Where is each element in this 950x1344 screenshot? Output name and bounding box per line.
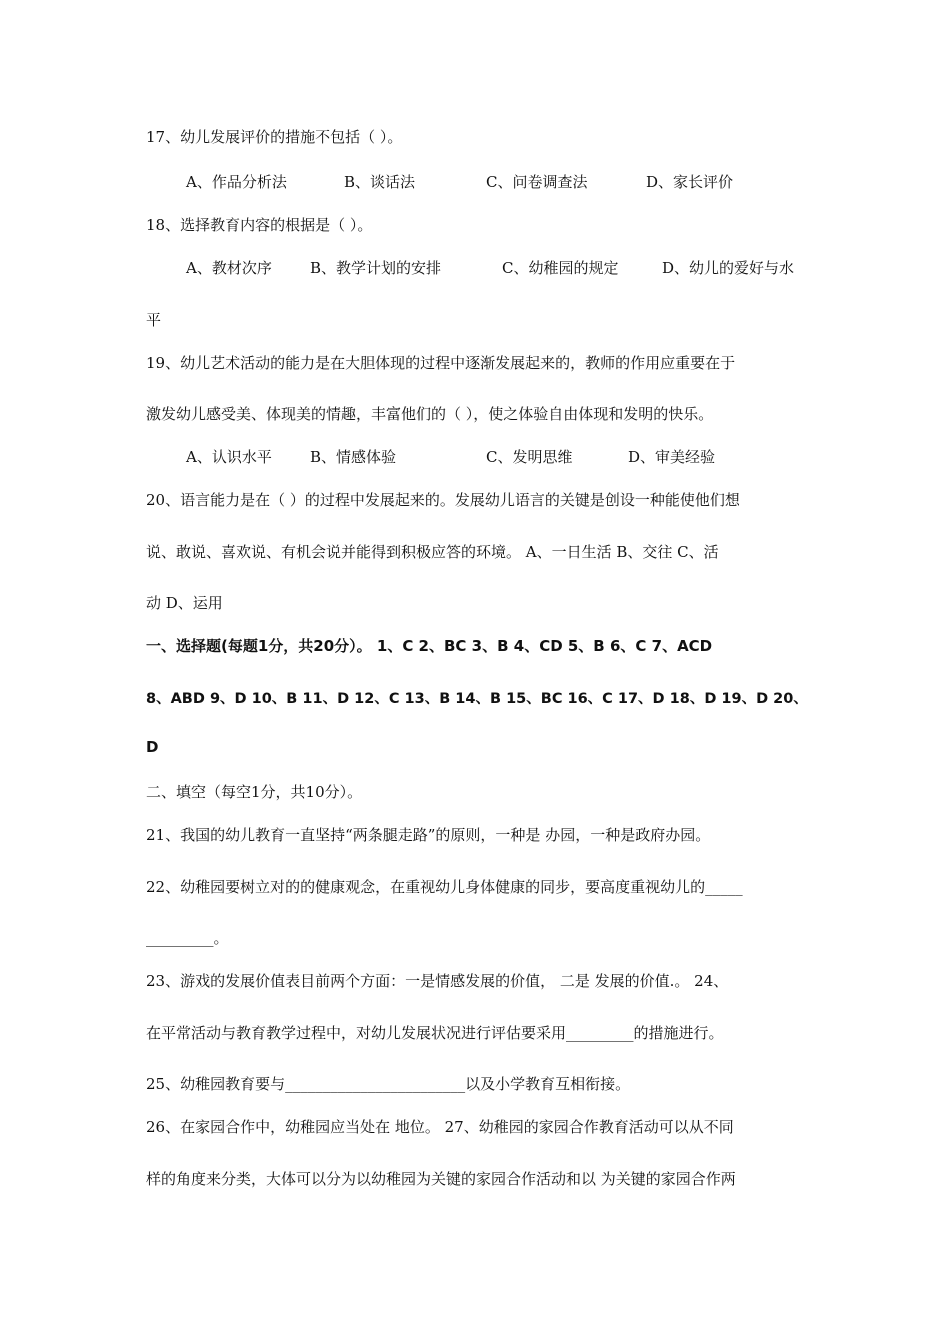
q20-line2: 说、敢说、喜欢说、有机会说并能得到积极应答的环境。 A、一日生活 B、交往 C、活 xyxy=(146,543,719,561)
q18-option-d: D、幼儿的爱好与水 xyxy=(662,259,795,277)
q17-option-c: C、问卷调查法 xyxy=(486,173,588,191)
answers-line3: D xyxy=(146,738,159,756)
q19-stem-line1: 19、幼儿艺术活动的能力是在大胆体现的过程中逐渐发展起来的，教师的作用应重要在于 xyxy=(146,354,736,372)
q17-options xyxy=(186,171,733,192)
q20-line3: 动 D、运用 xyxy=(146,594,223,612)
q18-options xyxy=(186,257,794,278)
q26-line1: 26、在家园合作中，幼稚园应当处在 地位。 27、幼稚园的家园合作教育活动可以从不同 xyxy=(146,1118,734,1136)
q17-option-a: A、作品分析法 xyxy=(186,173,287,191)
q24-line2: 在平常活动与教育教学过程中，对幼儿发展状况进行评估要采用_________的措施进行。 xyxy=(146,1024,724,1042)
q19-option-c: C、发明思维 xyxy=(486,448,573,466)
q17-stem: 17、幼儿发展评价的措施不包括（ ）。 xyxy=(146,128,403,146)
q19-stem-line2: 激发幼儿感受美、体现美的情趣，丰富他们的（ ），使之体验自由体现和发明的快乐。 xyxy=(146,405,714,423)
answers-line2: 8、ABD 9、D 10、B 11、D 12、C 13、B 14、B 15、BC 16、C 17、D 18、D 19、D 20、 xyxy=(146,691,808,707)
q19-options xyxy=(186,446,715,467)
q27-line2: 样的角度来分类，大体可以分为以幼稚园为关键的家园合作活动和以 为关键的家园合作两 xyxy=(146,1170,736,1188)
q19-option-d: D、审美经验 xyxy=(628,448,716,466)
q21: 21、我国的幼儿教育一直坚持“两条腿走路”的原则，一种是 办园，一种是政府办园。 xyxy=(146,826,711,844)
q22-line1: 22、幼稚园要树立对的的健康观念，在重视幼儿身体健康的同步，要高度重视幼儿的_____ xyxy=(146,878,743,896)
q20-line1: 20、语言能力是在（ ）的过程中发展起来的。发展幼儿语言的关键是创设一种能使他们想 xyxy=(146,491,740,509)
q18-stem: 18、选择教育内容的根据是（ ）。 xyxy=(146,216,373,234)
q23-line1: 23、游戏的发展价值表目前两个方面：一是情感发展的价值， 二是 发展的价值.。 24、 xyxy=(146,972,729,990)
answers-line1: 一、选择题(每题1分，共20分）。 1、C 2、BC 3、B 4、CD 5、B 6、C 7、ACD xyxy=(146,637,713,655)
q22-line2: _________。 xyxy=(146,929,229,947)
q18-option-a: A、教材次序 xyxy=(186,259,272,277)
q25: 25、幼稚园教育要与________________________以及小学教育互相衔接。 xyxy=(146,1075,631,1093)
q18-option-b: B、教学计划的安排 xyxy=(310,259,442,277)
q17-option-b: B、谈话法 xyxy=(344,173,416,191)
q17-option-d: D、家长评价 xyxy=(646,173,734,191)
q19-option-a: A、认识水平 xyxy=(186,448,272,466)
q19-option-b: B、情感体验 xyxy=(310,448,397,466)
q18-option-c: C、幼稚园的规定 xyxy=(502,259,619,277)
q18-wrap: 平 xyxy=(146,311,162,329)
section2-title: 二、填空（每空1分，共10分）。 xyxy=(146,783,363,801)
